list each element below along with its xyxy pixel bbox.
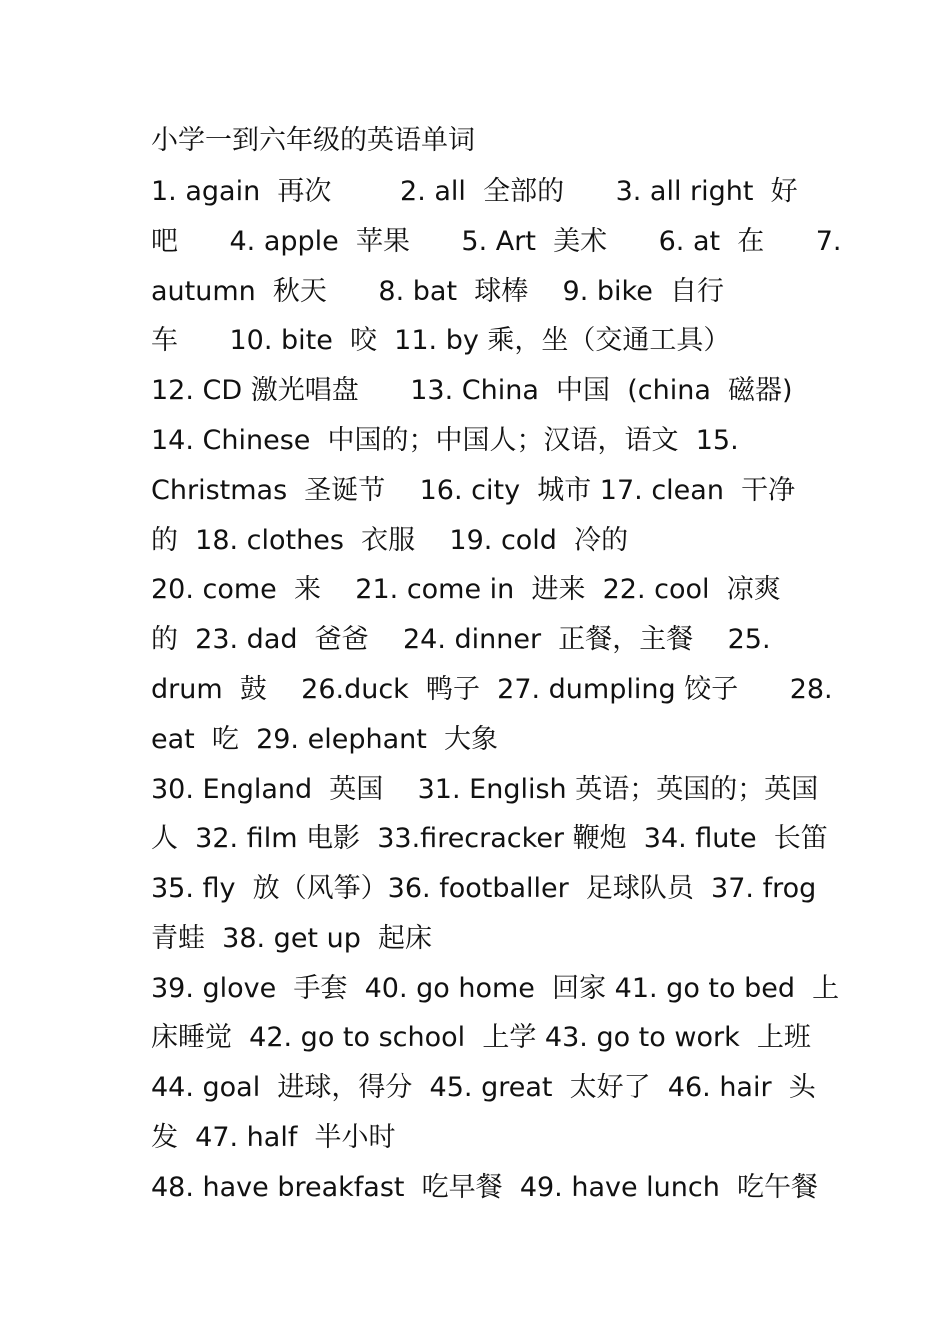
- document-title: 小学一到六年级的英语单词: [151, 125, 475, 156]
- text-line: 20. come 来 21. come in 进来 22. cool 凉爽: [151, 574, 781, 605]
- text-line: 吧 4. apple 苹果 5. Art 美术 6. at 在 7.: [151, 226, 842, 257]
- text-line: 人 32. film 电影 33.firecracker 鞭炮 34. flute 长笛: [151, 823, 828, 854]
- text-line: 14. Chinese 中国的；中国人；汉语，语文 15.: [151, 425, 739, 456]
- text-line: Christmas 圣诞节 16. city 城市 17. clean 干净: [151, 475, 796, 506]
- text-line: 青蛙 38. get up 起床: [151, 923, 433, 954]
- text-line: 39. glove 手套 40. go home 回家 41. go to bed 上: [151, 973, 840, 1004]
- text-line: 发 47. half 半小时: [151, 1122, 396, 1153]
- text-line: 的 18. clothes 衣服 19. cold 冷的: [151, 525, 629, 556]
- text-line: 30. England 英国 31. English 英语；英国的；英国: [151, 774, 819, 805]
- text-line: drum 鼓 26.duck 鸭子 27. dumpling 饺子 28.: [151, 674, 833, 705]
- text-line: 的 23. dad 爸爸 24. dinner 正餐，主餐 25.: [151, 624, 771, 655]
- text-line: 12. CD 激光唱盘 13. China 中国 (china 磁器): [151, 375, 793, 406]
- text-line: 44. goal 进球，得分 45. great 太好了 46. hair 头: [151, 1072, 816, 1103]
- text-line: 48. have breakfast 吃早餐 49. have lunch 吃午餐: [151, 1172, 819, 1203]
- text-line: 床睡觉 42. go to school 上学 43. go to work 上班: [151, 1022, 811, 1053]
- text-line: eat 吃 29. elephant 大象: [151, 724, 498, 755]
- text-line: autumn 秋天 8. bat 球棒 9. bike 自行: [151, 276, 724, 307]
- text-line: 35. fly 放（风筝）36. footballer 足球队员 37. frog: [151, 873, 817, 904]
- text-line: 车 10. bite 咬 11. by 乘，坐（交通工具）: [151, 325, 731, 356]
- text-line: 1. again 再次 2. all 全部的 3. all right 好: [151, 176, 798, 207]
